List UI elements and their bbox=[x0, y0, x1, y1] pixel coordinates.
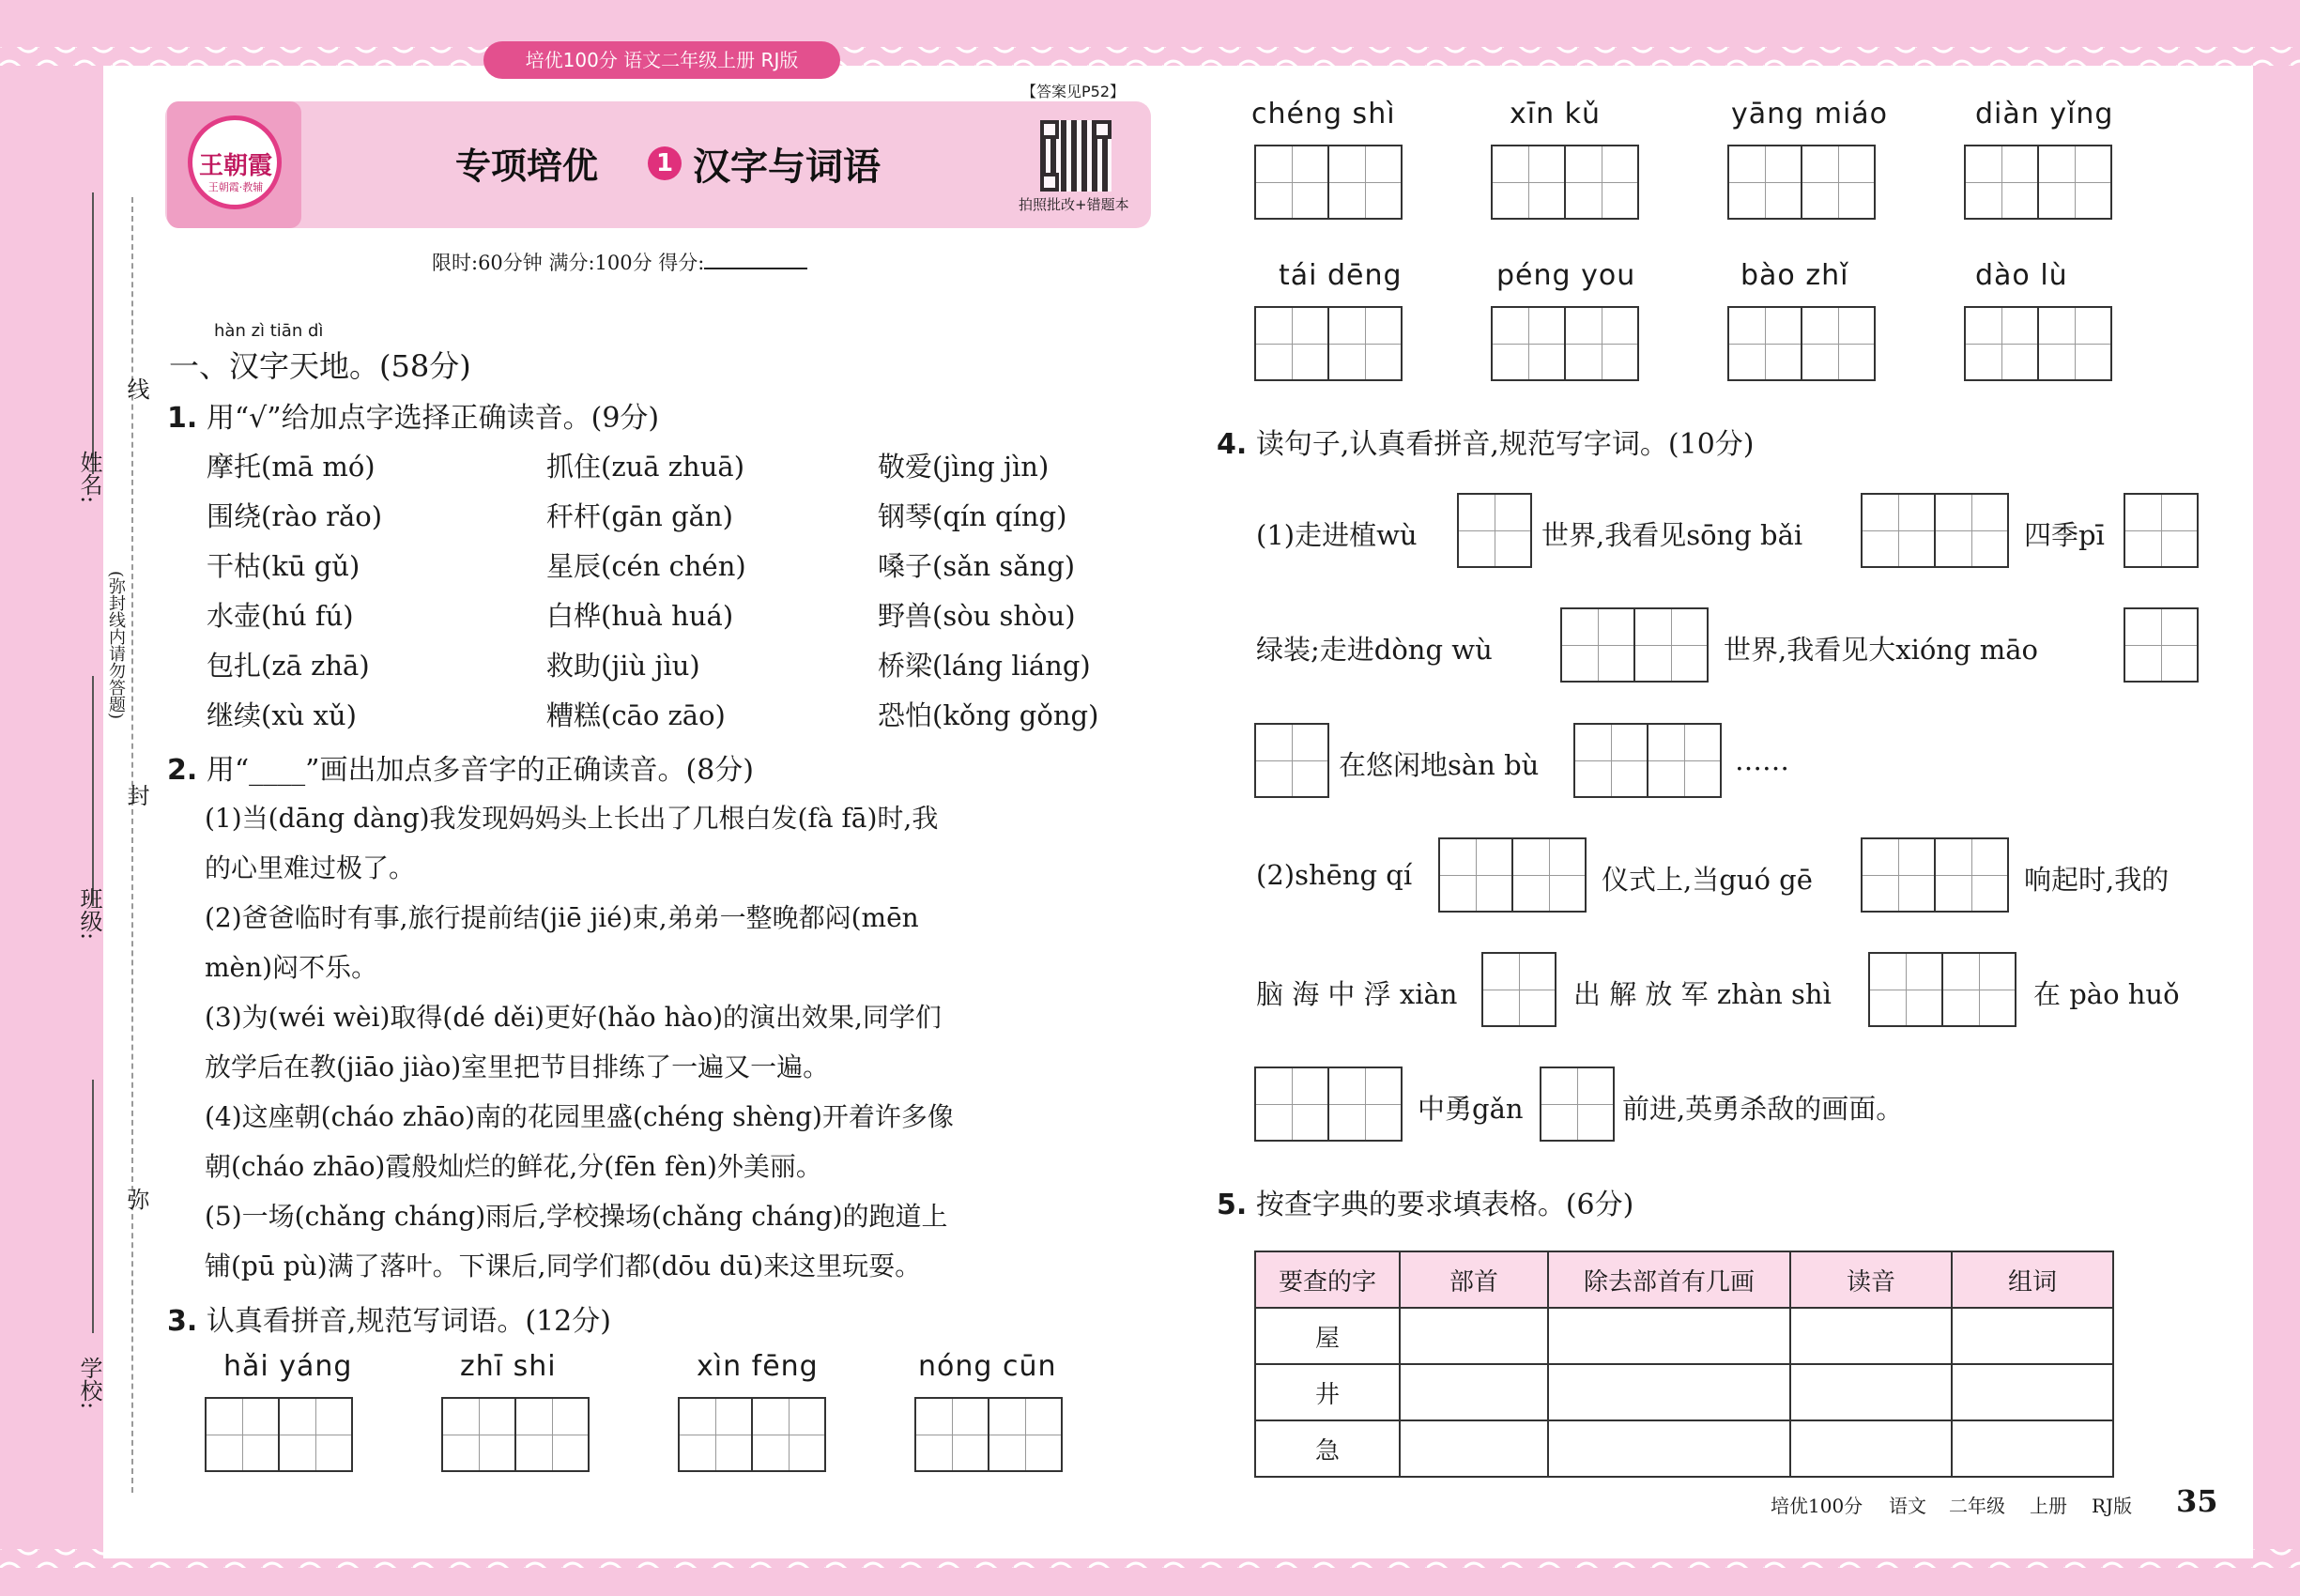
q4-answer-grid[interactable] bbox=[1438, 837, 1585, 913]
table-header: 除去部首有几画 bbox=[1548, 1251, 1790, 1308]
footer-term: 上册 bbox=[2030, 1495, 2067, 1517]
answer-cell[interactable] bbox=[1790, 1420, 1952, 1477]
footer-subject: 语文 bbox=[1889, 1495, 1926, 1517]
q1-item[interactable]: 秆杆(gān gǎn) bbox=[546, 500, 733, 532]
exam-meta: 限时:60分钟 满分:100分 得分: bbox=[432, 248, 807, 276]
q1-item[interactable]: 敬爱(jìng jìn) bbox=[878, 451, 1050, 483]
q1-item[interactable]: 钢琴(qín qíng) bbox=[878, 500, 1067, 532]
section-title-pinyin: hàn zì tiān dì bbox=[214, 321, 324, 341]
answer-cell[interactable] bbox=[1400, 1364, 1548, 1420]
q3-answer-grid[interactable] bbox=[1964, 306, 2110, 381]
q3-answer-grid[interactable] bbox=[1254, 306, 1401, 381]
q3-answer-grid[interactable] bbox=[1727, 145, 1874, 220]
line-mark: 线 bbox=[123, 377, 149, 400]
q3-answer-grid[interactable] bbox=[914, 1397, 1061, 1472]
table-header: 读音 bbox=[1790, 1251, 1952, 1308]
q4-text: 中勇gǎn bbox=[1418, 1093, 1524, 1125]
q2-line[interactable]: (5)一场(chǎng cháng)雨后,学校操场(chǎng cháng)的跑道上 bbox=[205, 1201, 948, 1232]
footer-edition: RJ版 bbox=[2092, 1495, 2133, 1517]
table-cell-char: 屋 bbox=[1255, 1308, 1400, 1364]
q4-text: 在悠闲地sàn bù bbox=[1339, 749, 1540, 781]
q1-item[interactable]: 糟糕(cāo zāo) bbox=[546, 699, 726, 731]
q4-title: 4. 读句子,认真看拼音,规范写字词。(10分) bbox=[1217, 428, 1755, 461]
q4-text: (2)shēng qí bbox=[1256, 859, 1413, 891]
q1-item[interactable]: 水壶(hú fú) bbox=[207, 600, 354, 632]
school-line bbox=[92, 1080, 94, 1333]
q1-item[interactable]: 星辰(cén chén) bbox=[546, 550, 746, 582]
footer-grade: 二年级 bbox=[1949, 1495, 2005, 1517]
q2-line[interactable]: 放学后在教(jiāo jiào)室里把节目排练了一遍又一遍。 bbox=[205, 1051, 830, 1082]
q4-answer-grid[interactable] bbox=[1254, 1067, 1401, 1142]
q4-text: 世界,我看见大xióng māo bbox=[1724, 634, 2039, 666]
q3-pinyin: bào zhǐ bbox=[1740, 259, 1849, 292]
q3-answer-grid[interactable] bbox=[1727, 306, 1874, 381]
q2-line[interactable]: (3)为(wéi wèi)取得(dé děi)更好(hǎo hào)的演出效果,同学们 bbox=[205, 1002, 942, 1033]
q1-item[interactable]: 摩托(mā mó) bbox=[207, 451, 376, 483]
q4-answer-grid[interactable] bbox=[1861, 837, 2007, 913]
q4-answer-grid[interactable] bbox=[1540, 1067, 1613, 1142]
q4-text: 仪式上,当guó gē bbox=[1602, 864, 1813, 896]
logo-subtext: 王朝霞·教辅 bbox=[207, 181, 264, 193]
table-cell-char: 井 bbox=[1255, 1364, 1400, 1420]
q4-text: 前进,英勇杀敌的画面。 bbox=[1622, 1093, 1904, 1125]
q3-pinyin: yāng miáo bbox=[1731, 98, 1889, 130]
q1-item[interactable]: 桥梁(láng liáng) bbox=[878, 650, 1091, 682]
q1-item[interactable]: 救助(jiù jìu) bbox=[546, 650, 700, 682]
answer-cell[interactable] bbox=[1790, 1308, 1952, 1364]
q3-pinyin: péng you bbox=[1496, 259, 1636, 292]
name-line bbox=[92, 192, 94, 474]
q3-answer-grid[interactable] bbox=[1964, 145, 2110, 220]
q3-pinyin: dào lù bbox=[1975, 259, 2068, 292]
table-row bbox=[1255, 1420, 2113, 1477]
answer-cell[interactable] bbox=[1548, 1308, 1790, 1364]
q3-pinyin: xìn fēng bbox=[697, 1350, 819, 1383]
q2-line[interactable]: (1)当(dāng dàng)我发现妈妈头上长出了几根白发(fà fā)时,我 bbox=[205, 803, 939, 834]
q4-text: 在 pào huǒ bbox=[2033, 978, 2180, 1010]
answer-cell[interactable] bbox=[1952, 1420, 2113, 1477]
seal-note: (弥封线内请勿答题) bbox=[106, 571, 126, 720]
q2-line[interactable]: 铺(pū pù)满了落叶。下课后,同学们都(dōu dū)来这里玩耍。 bbox=[205, 1251, 922, 1281]
q1-item[interactable]: 抓住(zuā zhuā) bbox=[546, 451, 745, 483]
table-header: 要查的字 bbox=[1255, 1251, 1400, 1308]
q4-text: 绿装;走进dòng wù bbox=[1256, 634, 1493, 666]
q4-text: 四季pī bbox=[2024, 519, 2105, 551]
q4-answer-grid[interactable] bbox=[1861, 493, 2007, 568]
q4-text: 脑 海 中 浮 xiàn bbox=[1256, 978, 1458, 1010]
q3-answer-grid[interactable] bbox=[205, 1397, 351, 1472]
page-title: 专项培优 bbox=[455, 146, 599, 187]
q4-answer-grid[interactable] bbox=[1457, 493, 1530, 568]
answer-cell[interactable] bbox=[1548, 1364, 1790, 1420]
q2-line: 的心里难过极了。 bbox=[205, 852, 416, 883]
q1-title: 1. 用“√”给加点字选择正确读音。(9分) bbox=[167, 402, 660, 435]
q1-item[interactable]: 继续(xù xǔ) bbox=[207, 699, 357, 731]
q2-line[interactable]: mèn)闷不乐。 bbox=[205, 952, 378, 983]
q4-answer-grid[interactable] bbox=[1573, 723, 1720, 798]
q3-answer-grid[interactable] bbox=[1491, 306, 1637, 381]
table-header: 部首 bbox=[1400, 1251, 1548, 1308]
answer-cell[interactable] bbox=[1400, 1308, 1548, 1364]
q4-text: 响起时,我的 bbox=[2024, 864, 2170, 896]
name-label: 姓名: bbox=[76, 451, 102, 504]
q3-answer-grid[interactable] bbox=[1491, 145, 1637, 220]
table-row bbox=[1255, 1308, 2113, 1364]
q4-text: 世界,我看见sōng bǎi bbox=[1541, 519, 1803, 551]
q1-item[interactable]: 围绕(rào rǎo) bbox=[207, 500, 383, 532]
section-number: 1 bbox=[648, 146, 682, 180]
q2-line[interactable]: 朝(cháo zhāo)霞般灿烂的鲜花,分(fēn fèn)外美丽。 bbox=[205, 1151, 822, 1182]
school-label: 学校: bbox=[76, 1357, 102, 1410]
logo-text: 王朝霞 bbox=[198, 152, 272, 180]
q2-line[interactable]: (2)爸爸临时有事,旅行提前结(jiē jié)束,弟弟一整晚都闷(mēn bbox=[205, 902, 919, 933]
q3-pinyin: xīn kǔ bbox=[1510, 98, 1602, 130]
footer-book: 培优100分 bbox=[1771, 1495, 1863, 1517]
class-line bbox=[92, 676, 94, 906]
book-badge: 培优100分 语文二年级上册 RJ版 bbox=[483, 41, 840, 79]
answer-reference: 【答案见P52】 bbox=[1021, 83, 1126, 100]
page-subtitle: 汉字与词语 bbox=[693, 146, 881, 189]
page-number: 35 bbox=[2176, 1483, 2218, 1519]
qr-label: 拍照批改+错题本 bbox=[1019, 196, 1129, 213]
answer-cell[interactable] bbox=[1790, 1364, 1952, 1420]
q3-pinyin: tái dēng bbox=[1279, 259, 1403, 292]
q4-text: 出 解 放 军 zhàn shì bbox=[1573, 978, 1832, 1010]
q4-answer-grid[interactable] bbox=[2124, 607, 2197, 683]
table-header: 组词 bbox=[1952, 1251, 2113, 1308]
answer-cell[interactable] bbox=[1952, 1308, 2113, 1364]
q5-title: 5. 按查字典的要求填表格。(6分) bbox=[1217, 1189, 1634, 1221]
q3-pinyin: diàn yǐng bbox=[1975, 98, 2114, 130]
q3-pinyin: nóng cūn bbox=[918, 1350, 1057, 1383]
q4-text: (1)走进植wù bbox=[1256, 519, 1418, 551]
seal-mark-2: 弥 bbox=[123, 1188, 149, 1210]
q1-item[interactable]: 恐怕(kǒng gǒng) bbox=[878, 699, 1099, 731]
q4-text: …… bbox=[1735, 744, 1789, 776]
q1-item[interactable]: 白桦(huà huá) bbox=[546, 600, 734, 632]
table-row bbox=[1255, 1364, 2113, 1420]
q3-pinyin: chéng shì bbox=[1251, 98, 1396, 130]
q4-answer-grid[interactable] bbox=[1481, 952, 1555, 1027]
q2-title: 2. 用“____”画出加点多音字的正确读音。(8分) bbox=[167, 754, 754, 787]
table-cell-char: 急 bbox=[1255, 1420, 1400, 1477]
qr-code-icon[interactable] bbox=[1040, 120, 1112, 192]
dictionary-table bbox=[1254, 1251, 2114, 1478]
q1-item[interactable]: 野兽(sòu shòu) bbox=[878, 600, 1076, 632]
q1-item[interactable]: 嗓子(sǎn sǎng) bbox=[878, 550, 1076, 582]
q3-pinyin: zhī shi bbox=[460, 1350, 557, 1383]
answer-cell[interactable] bbox=[1548, 1420, 1790, 1477]
class-label: 班级: bbox=[76, 887, 102, 941]
answer-cell[interactable] bbox=[1952, 1364, 2113, 1420]
q1-item[interactable]: 干枯(kū gǔ) bbox=[207, 550, 360, 582]
q3-title: 3. 认真看拼音,规范写词语。(12分) bbox=[167, 1305, 611, 1338]
q3-answer-grid[interactable] bbox=[441, 1397, 588, 1472]
q4-answer-grid[interactable] bbox=[1868, 952, 2015, 1027]
q4-answer-grid[interactable] bbox=[1254, 723, 1327, 798]
q4-answer-grid[interactable] bbox=[1560, 607, 1707, 683]
q1-item[interactable]: 包扎(zā zhā) bbox=[207, 650, 370, 682]
q3-pinyin: hǎi yáng bbox=[223, 1350, 353, 1383]
q3-answer-grid[interactable] bbox=[678, 1397, 824, 1472]
section-title: 一、汉字天地。(58分) bbox=[169, 348, 471, 384]
q3-answer-grid[interactable] bbox=[1254, 145, 1401, 220]
q2-line[interactable]: (4)这座朝(cháo zhāo)南的花园里盛(chéng shèng)开着许多像 bbox=[205, 1101, 954, 1132]
q4-answer-grid[interactable] bbox=[2124, 493, 2197, 568]
answer-cell[interactable] bbox=[1400, 1420, 1548, 1477]
seal-mark: 封 bbox=[123, 784, 149, 806]
